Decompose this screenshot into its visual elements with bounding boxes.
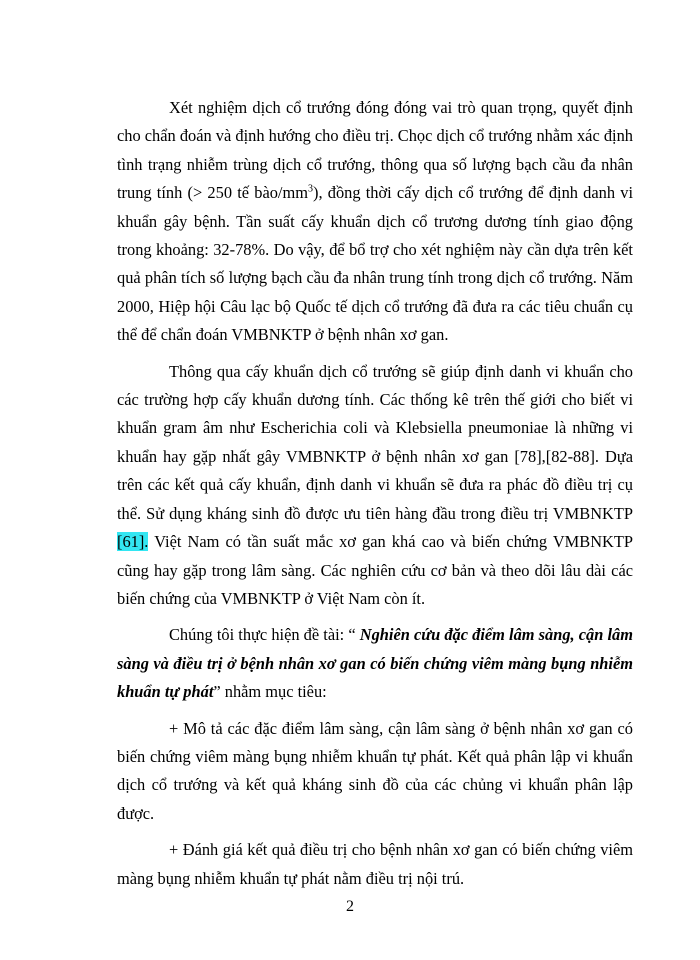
paragraph-2-text-a: Thông qua cấy khuẩn dịch cổ trướng sẽ giúp định danh vi khuẩn cho các trường hợp cấy khuẩn dương tính. Các thống kê trên thế giới cho biết vi khuẩn gram âm như Escherichia coli và Klebsiella pneumoniae là những vi khuẩn hay gặp nhất gây VMBNKTP ở bệnh nhân xơ gan [78],[82-88]. Dựa trên các kết quả cấy khuẩn, định danh vi khuẩn sẽ đưa ra phác đồ điều trị cụ thể. Sử dụng kháng sinh đồ được ưu tiên hàng đầu trong điều trị VMBNKTP bbox=[117, 361, 633, 523]
paragraph-1 bbox=[117, 94, 633, 350]
page-number: 2 bbox=[346, 898, 354, 915]
paragraph-2 bbox=[117, 358, 633, 614]
highlighted-citation: [61]. bbox=[117, 532, 149, 552]
thesis-title: Nghiên cứu đặc điểm lâm sàng, cận lâm sàng và điều trị ở bệnh nhân xơ gan có biến chứng viêm màng bụng nhiễm khuẩn tự phát bbox=[117, 625, 633, 702]
paragraph-3-intro: Chúng tôi thực hiện đề tài: “ bbox=[169, 625, 360, 645]
paragraph-3-outro: ” nhằm mục tiêu: bbox=[213, 682, 327, 702]
superscript-3: 3 bbox=[307, 183, 313, 195]
objective-1: + Mô tả các đặc điểm lâm sàng, cận lâm sàng ở bệnh nhân xơ gan có biến chứng viêm màng bụng nhiễm khuẩn tự phát. Kết quả phân lập vi khuẩn dịch cổ trướng và kết quả kháng sinh đồ của các chủng vi khuẩn phân lập được. bbox=[117, 718, 633, 823]
paragraph-3 bbox=[117, 621, 633, 706]
body-text bbox=[117, 94, 633, 893]
paragraph-1-text-b: ), đồng thời cấy dịch cổ trướng để định danh vi khuẩn gây bệnh. Tần suất cấy khuẩn dịch cổ trương dương tính giao động trong khoảng: 32-78%. Do vậy, để bổ trợ cho xét nghiệm này cần dựa trên kết quả phân tích số lượng bạch cầu đa nhân trung tính trong dịch cổ trướng. Năm 2000, Hiệp hội Câu lạc bộ Quốc tế dịch cổ trướng đã đưa ra các tiêu chuẩn cụ thể để chẩn đoán VMBNKTP ở bệnh nhân xơ gan. bbox=[117, 183, 633, 345]
paragraph-1-text-a: Xét nghiệm dịch cổ trướng đóng đóng vai trò quan trọng, quyết định cho chẩn đoán và định hướng cho điều trị. Chọc dịch cổ trướng nhằm xác định tình trạng nhiễm trùng dịch cổ trướng, thông qua số lượng bạch cầu đa nhân trung tính (> 250 tế bào/mm bbox=[117, 98, 633, 203]
paragraph-2-text-b: Việt Nam có tần suất mắc xơ gan khá cao và biến chứng VMBNKTP cũng hay gặp trong lâm sàng. Các nghiên cứu cơ bản và theo dõi lâu dài các biến chứng của VMBNKTP ở Việt Nam còn ít. bbox=[117, 532, 633, 608]
objective-2: + Đánh giá kết quả điều trị cho bệnh nhân xơ gan có biến chứng viêm màng bụng nhiễm khuẩn tự phát nằm điều trị nội trú. bbox=[117, 840, 633, 888]
